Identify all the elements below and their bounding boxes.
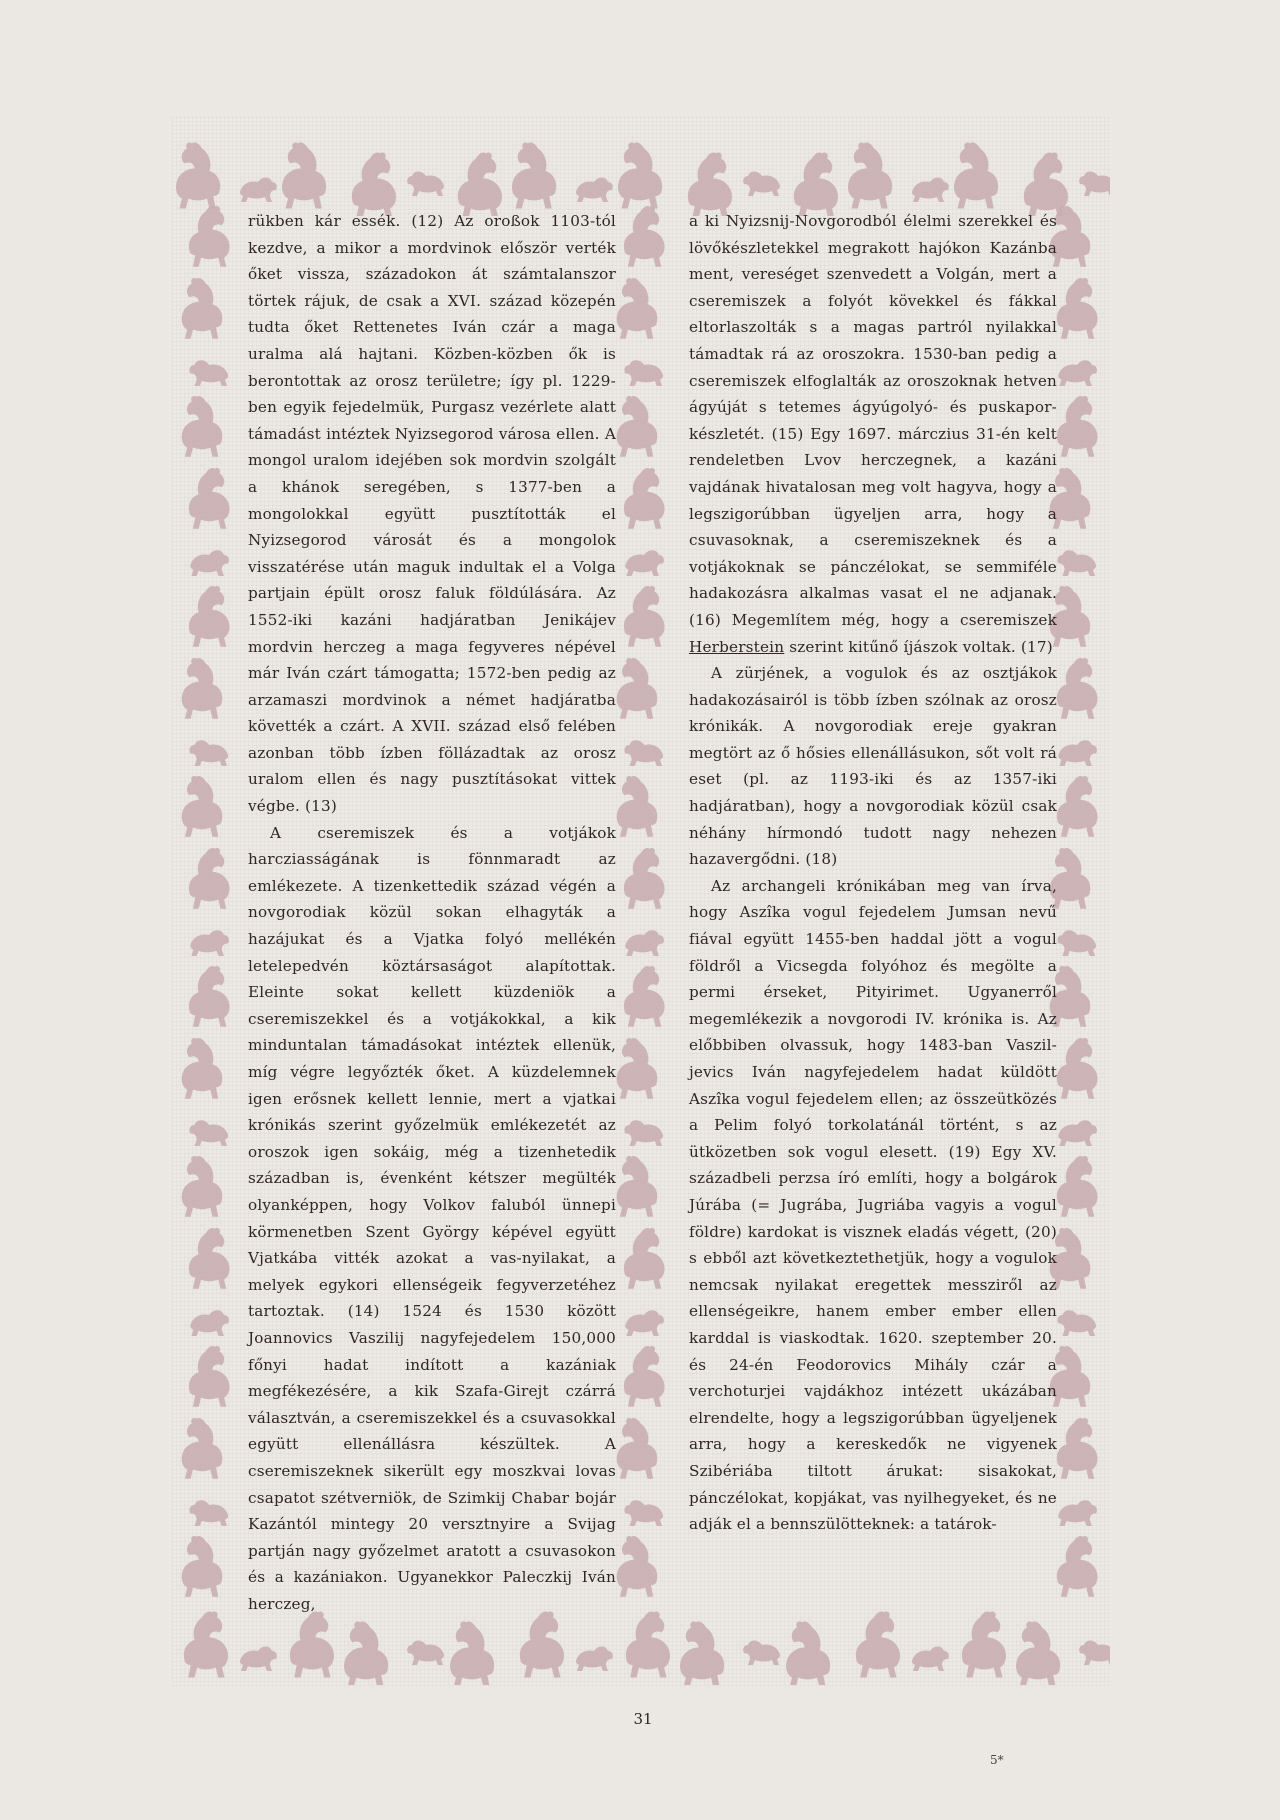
rearing-horse-icon	[624, 1120, 663, 1146]
rearing-horse-icon	[189, 1120, 228, 1146]
rearing-horse-icon	[1057, 550, 1096, 576]
rearing-horse-icon	[189, 1346, 230, 1407]
rearing-horse-icon	[290, 1612, 334, 1678]
rearing-horse-icon	[618, 143, 662, 209]
paragraph: Az archangeli krónikában meg van írva, hogy Aszîka vogul fejedelem Jumsan nevű fiával együtt 1455-ben haddal jött a vogul földről a Vicsegda folyóhoz és megölte a permi érseket, Pityirimet. Ugyanerről megemlékezik a novgorodi IV. krónika is. Az előbbiben olvassuk, hogy 1483-ban Vaszil-jevics Iván nagyfejedelem hadat küldött Aszîka vogul fejedelem ellen; az összeütközés a Pelim folyó torkolatánál történt, s az ütközetben sok vogul elesett. (19) Egy XV. századbeli perzsa író említi, hogy a bolgárok Júrába (= Jugrába, Jugriába vagyis a vogul földre) kardokat is visznek eladás végett, (20) s ebből azt következtethetjük, hogy a vogulok nemcsak nyilakat eregettek messziről az ellenségeikre, hanem ember ember ellen karddal is viaskodtak. 1620. szeptember 20. és 24-én Feodorovics Mihály czár a verchoturjei vajdákhoz intézett ukázában elrendelte, hogy a legszigorúbban ügyeljenek arra, hogy a kereskedők ne vigyenek Szibériába tiltott árukat: sisakokat, pánczélokat, kopjákat, vas nyilhegyeket, és ne adják el a bennszülötteknek: a tatárok-	[689, 876, 1057, 1534]
rearing-horse-icon	[189, 586, 230, 647]
rearing-horse-icon	[624, 1346, 665, 1407]
rearing-horse-icon	[190, 550, 229, 576]
rearing-horse-icon	[680, 1622, 724, 1685]
rearing-horse-icon	[954, 143, 998, 209]
rearing-horse-icon	[189, 360, 228, 386]
ornament-band-left	[172, 200, 242, 1600]
rearing-horse-icon	[624, 966, 665, 1027]
rearing-horse-icon	[182, 396, 223, 457]
rearing-horse-icon	[189, 206, 230, 267]
rearing-horse-icon	[1057, 1536, 1098, 1597]
rearing-horse-icon	[1016, 1622, 1060, 1685]
rearing-horse-icon	[576, 1647, 613, 1672]
rearing-horse-icon	[1058, 360, 1097, 386]
rearing-horse-icon	[344, 1622, 388, 1685]
rearing-horse-icon	[786, 1622, 830, 1685]
signature-mark: 5*	[990, 1753, 1004, 1767]
rearing-horse-icon	[512, 143, 556, 209]
rearing-horse-icon	[182, 1418, 223, 1479]
rearing-horse-icon	[1057, 396, 1098, 457]
rearing-horse-icon	[743, 172, 780, 197]
rearing-horse-icon	[624, 1500, 663, 1526]
text-run: a ki Nyizsnij-Novgorodból élelmi szerekkel és lövőkészletekkel megrakott hajókon Kazánba ment, vereséget szenvedett a Volgán, mert a cseremiszek a folyót kövekkel és fákkal eltorlaszolták s a magas partról nyilakkal támadtak rá az oroszokra. 1530-ban pedig a cseremiszek elfoglalták az oroszoknak hetven ágyúját s tetemes ágyúgolyó- és puskapor-készletét. (15) Egy 1697. márczius 31-én kelt rendeletben Lvov herczegnek, a kazáni vajdának hivatalosan meg volt hagyva, hogy a legszigorúbban ügyeljen arra, hogy a csuvasoknak, a cseremiszeknek és a votjákoknak se pánczélokat, se semmiféle hadakozásra alkalmas vasat el ne adjanak. (16) Megemlítem még, hogy a cseremiszek	[689, 212, 1057, 629]
rearing-horse-icon	[182, 658, 223, 719]
rearing-horse-icon	[190, 1310, 229, 1336]
paragraph	[689, 208, 1057, 660]
rearing-horse-icon	[458, 153, 502, 216]
rearing-horse-icon	[1057, 1418, 1098, 1479]
rearing-horse-icon	[625, 550, 664, 576]
rearing-horse-icon	[1057, 278, 1098, 339]
underlined-name: Herberstein	[689, 637, 785, 656]
rearing-horse-icon	[1058, 1500, 1097, 1526]
rearing-horse-icon	[626, 1612, 670, 1678]
rearing-horse-icon	[182, 1156, 223, 1217]
rearing-horse-icon	[176, 143, 220, 209]
rearing-horse-icon	[182, 1038, 223, 1099]
rearing-horse-icon	[794, 153, 838, 216]
rearing-horse-icon	[624, 360, 663, 386]
rearing-horse-icon	[352, 153, 396, 216]
rearing-horse-icon	[282, 143, 326, 209]
rearing-horse-icon	[624, 586, 665, 647]
rearing-horse-icon	[189, 1228, 230, 1289]
rearing-horse-icon	[1057, 776, 1098, 837]
rearing-horse-icon	[576, 178, 613, 203]
rearing-horse-icon	[184, 1612, 228, 1678]
rearing-horse-icon	[1057, 1156, 1098, 1217]
rearing-horse-icon	[189, 848, 230, 909]
rearing-horse-icon	[182, 278, 223, 339]
rearing-horse-icon	[189, 740, 228, 766]
rearing-horse-icon	[407, 172, 444, 197]
paragraph: A cseremiszek és a votjákok harcziasságának is fönnmaradt az emlékezete. A tizenkettedik század végén a novgorodiak közül sokan elhagyták a hazájukat és a Vjatka folyó mellékén letelepedvén köztársaságot alapítottak. Eleinte sokat kellett küzdeniök a cseremiszekkel és a votjákokkal, a kik minduntalan támadásokat intéztek ellenük, míg végre legyőzték őket. A küzdelemnek igen erősnek kellett lennie, mert a vjatkai krónikás szerint győzelmük emlékezetét az oroszok igen sokáig, még a tizenhetedik században is, évenként kétszer megülték olyanképpen, hogy Volkov faluból ünnepi körmenetben Szent György képével együtt Vjatkába vitték azokat a vas-nyilakat, a melyek egykori ellenségeik fegyverzetéhez tartoztak. (14) 1524 és 1530 között Joannovics Vaszilij nagyfejedelem 150,000 főnyi hadat indított a kazániak megfékezésére, a kik Szafa-Girejt czárrá választván, a cseremiszekkel és a csuvasokkal együtt ellenállásra készültek. A cseremiszeknek sikerült egy moszkvai lovas csapatot szétverniök, de Szimkij Chabar bojár Kazántól mintegy 20 versztnyire a Svijag partján nagy győzelmet aratott a csuvasokon és a kazániakon. Ugyanekkor Paleczkij Iván herczeg,	[248, 823, 616, 1613]
rearing-horse-icon	[1057, 930, 1096, 956]
rearing-horse-icon	[617, 396, 658, 457]
rearing-horse-icon	[624, 848, 665, 909]
rearing-horse-icon	[848, 143, 892, 209]
rearing-horse-icon	[624, 740, 663, 766]
rearing-horse-icon	[1057, 1310, 1096, 1336]
rearing-horse-icon	[182, 1536, 223, 1597]
rearing-horse-icon	[617, 1418, 658, 1479]
rearing-horse-icon	[190, 930, 229, 956]
rearing-horse-icon	[625, 930, 664, 956]
rearing-horse-icon	[617, 1038, 658, 1099]
rearing-horse-icon	[962, 1612, 1006, 1678]
rearing-horse-icon	[624, 206, 665, 267]
rearing-horse-icon	[743, 1641, 780, 1666]
rearing-horse-icon	[189, 468, 230, 529]
rearing-horse-icon	[617, 1536, 658, 1597]
rearing-horse-icon	[1079, 1641, 1110, 1666]
rearing-horse-icon	[1057, 1038, 1098, 1099]
text-column-right	[689, 208, 1057, 1538]
rearing-horse-icon	[189, 966, 230, 1027]
rearing-horse-icon	[617, 658, 658, 719]
page-number: 31	[633, 1710, 653, 1728]
rearing-horse-icon	[625, 1310, 664, 1336]
rearing-horse-icon	[182, 776, 223, 837]
rearing-horse-icon	[624, 1228, 665, 1289]
rearing-horse-icon	[1079, 172, 1110, 197]
rearing-horse-icon	[617, 1156, 658, 1217]
text-column-left	[248, 208, 616, 1617]
rearing-horse-icon	[688, 153, 732, 216]
rearing-horse-icon	[189, 1500, 228, 1526]
rearing-horse-icon	[240, 1647, 277, 1672]
rearing-horse-icon	[624, 468, 665, 529]
rearing-horse-icon	[617, 278, 658, 339]
paragraph: A zürjének, a vogulok és az osztjákok hadakozásairól is több ízben szólnak az orosz krónikák. A novgorodiak ereje gyakran megtört az ő hősies ellenállásukon, sőt volt rá eset (pl. az 1193-iki és az 1357-iki hadjáratban), hogy a novgorodiak közül csak néhány hírmondó tudott nagy nehezen hazavergődni. (18)	[689, 664, 1057, 869]
rearing-horse-icon	[240, 178, 277, 203]
rearing-horse-icon	[617, 776, 658, 837]
rearing-horse-icon	[912, 1647, 949, 1672]
rearing-horse-icon	[520, 1612, 564, 1678]
rearing-horse-icon	[856, 1612, 900, 1678]
rearing-horse-icon	[1058, 1120, 1097, 1146]
ornament-band-middle	[607, 200, 687, 1600]
rearing-horse-icon	[912, 178, 949, 203]
rearing-horse-icon	[1058, 740, 1097, 766]
paragraph: rükben kár essék. (12) Az oroßok 1103-tól kezdve, a mikor a mordvinok először verték őket vissza, századokon át számtalanszor törtek rájuk, de csak a XVI. század közepén tudta őket Rettenetes Iván czár a maga uralma alá hajtani. Közben-közben ők is berontottak az orosz területre; így pl. 1229-ben egyik fejedelmük, Purgasz vezérlete alatt támadást intéztek Nyizsegorod városa ellen. A mongol uralom idejében sok mordvin szolgált a khánok seregében, s 1377-ben a mongolokkal együtt pusztították el Nyizsegorod városát és a mongolok visszatérése után maguk indultak el a Volga partjain épült orosz faluk földúlására. Az 1552-iki kazáni hadjáratban Jenikájev mordvin herczeg a maga fegyveres népével már Iván czárt támogatta; 1572-ben pedig az arzamaszi mordvinok a német hadjáratba követték a czárt. A XVII. század első felében azonban több ízben föllázadtak az orosz uralom ellen és nagy pusztításokat vittek végbe. (13)	[248, 212, 616, 816]
text-run: szerint kitűnő íjászok voltak. (17)	[784, 637, 1053, 656]
rearing-horse-icon	[407, 1641, 444, 1666]
rearing-horse-icon	[450, 1622, 494, 1685]
rearing-horse-icon	[1057, 658, 1098, 719]
